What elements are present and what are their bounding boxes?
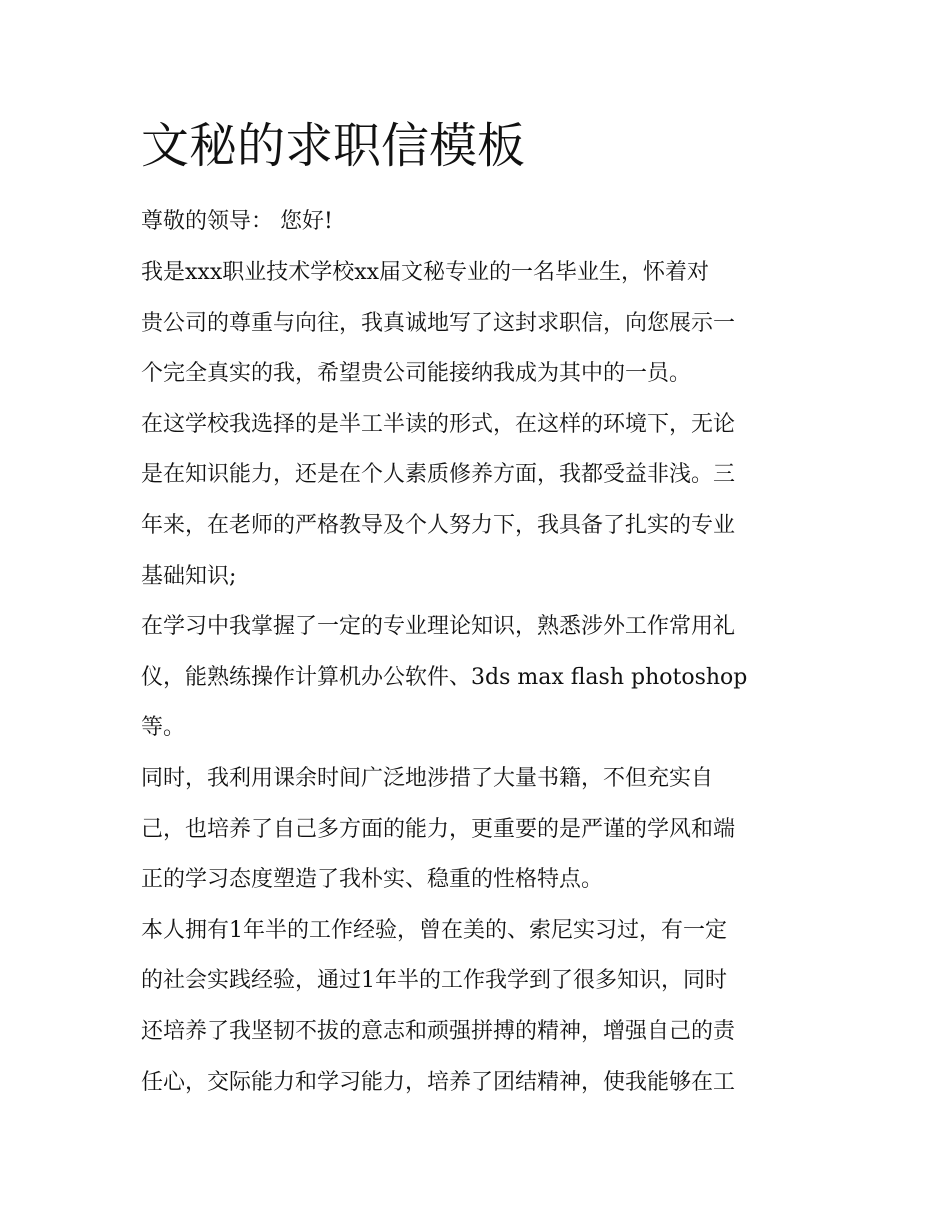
body-line: 基础知识; [141,564,237,589]
body-line: 在这学校我选择的是半工半读的形式，在这样的环境下，无论 [141,412,736,437]
body-line: 贵公司的尊重与向往，我真诚地写了这封求职信，向您展示一 [141,311,736,336]
body-line: 同时，我利用课余时间广泛地涉措了大量书籍，不但充实自 [141,766,714,791]
document-title: 文秘的求职信模板 [141,118,526,174]
body-line: 我是xxx职业技术学校xx届文秘专业的一名毕业生，怀着对 [141,260,710,285]
body-line: 本人拥有1年半的工作经验，曾在美的、索尼实习过，有一定 [141,918,727,943]
body-line: 个完全真实的我，希望贵公司能接纳我成为其中的一员。 [141,361,692,386]
body-line: 等。 [141,715,186,740]
body-line: 仪，能熟练操作计算机办公软件、3ds max flash photoshop [141,665,748,690]
body-line: 正的学习态度塑造了我朴实、稳重的性格特点。 [141,867,604,892]
body-line: 任心，交际能力和学习能力，培养了团结精神，使我能够在工 [141,1070,736,1095]
body-line: 是在知识能力，还是在个人素质修养方面，我都受益非浅。三 [141,462,736,487]
body-line: 己，也培养了自己多方面的能力，更重要的是严谨的学风和端 [141,817,736,842]
body-line: 还培养了我坚韧不拔的意志和顽强拼搏的精神，增强自己的责 [141,1019,736,1044]
body-line: 的社会实践经验，通过1年半的工作我学到了很多知识，同时 [141,968,727,993]
salutation-line: 尊敬的领导： 您好! [141,209,333,234]
body-line: 年来，在老师的严格教导及个人努力下，我具备了扎实的专业 [141,513,736,538]
body-line: 在学习中我掌握了一定的专业理论知识，熟悉涉外工作常用礼 [141,614,736,639]
